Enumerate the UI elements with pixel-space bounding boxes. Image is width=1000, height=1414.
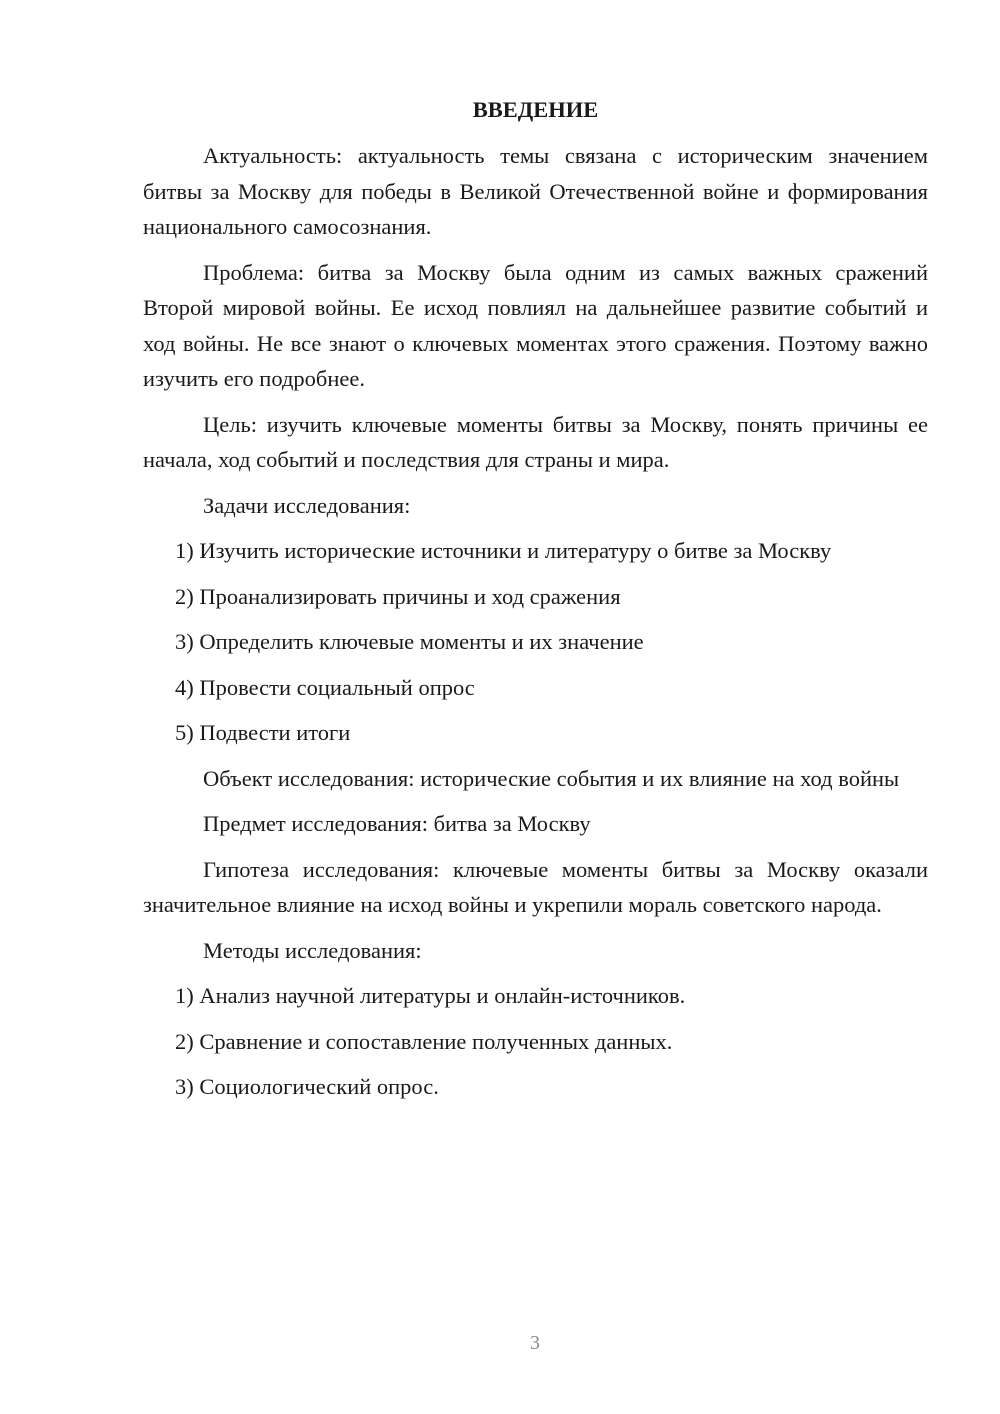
actuality-paragraph: Актуальность: актуальность темы связана с историческим значением битвы за Москву для победы в Великой Отечественной войне и формирования национального самосознания. [143, 143, 928, 239]
tasks-heading: Задачи исследования: [203, 492, 411, 518]
methods-heading: Методы исследования: [203, 937, 422, 963]
document-body [143, 92, 928, 1115]
subject-paragraph: Предмет исследования: битва за Москву [203, 811, 591, 836]
methods-list [143, 978, 928, 1105]
problem-paragraph: Проблема: битва за Москву была одним из самых важных сражений Второй мировой войны. Ее исход повлиял на дальнейшее развитие событий и ход войны. Не все знают о ключевых моментах этого сражения. Поэтому важно изучить его подробнее. [143, 259, 928, 391]
list-item: 1) Анализ научной литературы и онлайн-источников. [175, 983, 686, 1008]
list-item: 3) Социологический опрос. [175, 1074, 439, 1099]
object-paragraph: Объект исследования: исторические события и их влияние на ход войны [203, 765, 900, 791]
section-title: ВВЕДЕНИЕ [472, 97, 599, 122]
page-number: 3 [530, 1332, 540, 1354]
list-item: 5) Подвести итоги [175, 720, 351, 745]
list-item: 2) Сравнение и сопоставление полученных данных. [175, 1028, 673, 1054]
goal-paragraph: Цель: изучить ключевые моменты битвы за Москву, понять причины ее начала, ход событий и последствия для страны и мира. [143, 411, 928, 472]
tasks-list [143, 533, 928, 751]
list-item: 4) Провести социальный опрос [175, 674, 475, 700]
list-item: 1) Изучить исторические источники и литературу о битве за Москву [175, 538, 832, 563]
hypothesis-paragraph: Гипотеза исследования: ключевые моменты битвы за Москву оказали значительное влияние на исход войны и укрепили мораль советского народа. [143, 856, 928, 917]
list-item: 2) Проанализировать причины и ход сражения [175, 583, 621, 609]
list-item: 3) Определить ключевые моменты и их значение [175, 629, 644, 654]
